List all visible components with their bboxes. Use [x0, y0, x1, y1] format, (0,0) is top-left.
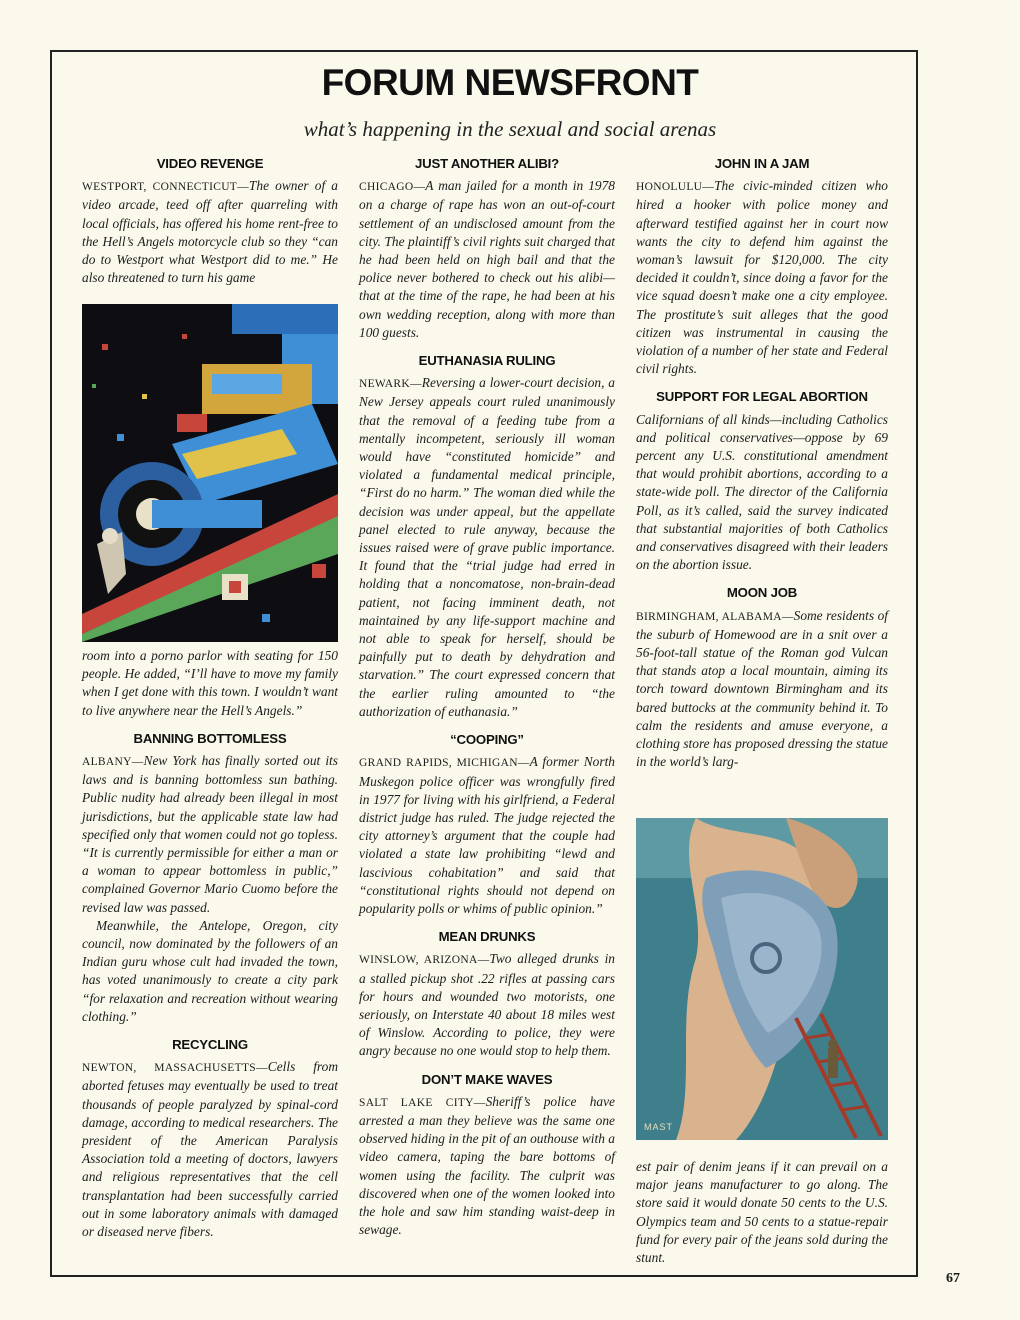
column-1-bottom	[82, 647, 338, 1241]
dateline: HONOLULU—	[636, 181, 715, 194]
article-text: A man jailed for a month in 1978 on a charge of rape has won an out-of-court settlement of an undisclosed amount from the city. The plaintiff’s civil rights suit charged that he had been held on high bail and that the police never bothered to check out his alibi—that at the time of the rape, he had been at his own wedding reception, along with more than 100 guests.	[359, 178, 615, 340]
article-video-revenge-body-1	[82, 177, 338, 287]
headline-euthanasia-ruling: EUTHANASIA RULING	[418, 353, 556, 369]
article-moon-job-body-2: est pair of denim jeans if it can prevail on a major jeans manufacturer to go along. The store said it would donate 50 cents to the U.S. Olympics team and 50 cents to a statue-repair fund for every pair of the jeans sold during the stunt.	[636, 1159, 888, 1266]
article-banning-bottomless-body-2: Meanwhile, the Antelope, Oregon, city council, now dominated by the followers of an Indian guru whose cult had invaded the town, has voted unanimously to create a city park “for relaxation and recreation without wearing clothing.”	[82, 917, 338, 1024]
article-text: The owner of a video arcade, teed off after quarreling with local officials, has offered his home rent-free to the Hell’s Angels motorcycle club so they “can do to Westport what Westport did to me.” He also threatened to turn his game	[82, 178, 338, 286]
dateline: ALBANY—	[82, 756, 144, 769]
dateline: NEWARK—	[359, 378, 422, 391]
article-abortion-body: Californians of all kinds—including Catholics and political conservatives—oppose by 69 percent any U.S. constitutional amendment that would prohibit abortions, according to a state-wide poll. The director of the California Poll, as it’s called, said the survey indicated that substantial majorities of both Catholics and conservatives disagreed with their leaders on the abortion issue.	[636, 411, 888, 573]
article-dont-make-waves-body	[359, 1093, 615, 1240]
statue-art	[636, 818, 888, 1140]
column-1-top	[82, 155, 338, 287]
headline-just-another-alibi: JUST ANOTHER ALIBI?	[415, 156, 559, 171]
article-text: Two alleged drunks in a stalled pickup shot .22 rifles at passing cars for hours and wounded two motorists, one seriously, on Interstate 40 about 18 miles west of Winslow. According to police, they were angry because no one would stop to help them.	[359, 951, 615, 1059]
dateline: BIRMINGHAM, ALABAMA—	[636, 610, 794, 623]
article-text: New York has finally sorted out its laws and is banning bottomless sun bathing. Public nudity had already been illegal in most jurisdictions, but the applicable state law had specified only that women could not go topless. “It is currently permissible for either a man or a woman to appear bottomless in public,” complained Governor Mario Cuomo before the revised law was passed.	[82, 753, 338, 915]
article-text: Reversing a lower-court decision, a New Jersey appeals court ruled unanimously that the removal of a feeding tube from a mentally incompetent, seriously ill woman would have “constituted homicide” and violated a fundamental medical principle, “First do no harm.” The woman died while the decision was under appeal, but the appellate panel elected to rule anyway, because the issues raised were of grave public importance. It found that the “trial judge had erred in holding that a noncomatose, non-brain-dead patient, not facing imminent death, not maintained by any life-support machine and not able to speak for herself, should be painfully put to death by dehydration and starvation.” The court expressed concern that the earlier ruling amounted to “the authorization of euthanasia.”	[359, 375, 615, 719]
headline-banning-bottomless: BANNING BOTTOMLESS	[133, 730, 287, 746]
column-2	[359, 155, 615, 1239]
headline-video-revenge: VIDEO REVENGE	[156, 156, 264, 171]
article-cooping-body	[359, 753, 615, 918]
article-text: Some residents of the suburb of Homewood are in a snit over a 56-foot-tall statue of the Roman god Vulcan that stands atop a local mountain, aiming its torch toward downtown Birmingham and its bared buttocks at the community behind it. To calm the residents and amuse everyone, a clothing store has proposed dressing the statue in the world’s larg-	[636, 607, 888, 770]
dateline: SALT LAKE CITY—	[359, 1096, 486, 1109]
article-john-body	[636, 177, 888, 378]
article-recycling-body	[82, 1058, 338, 1241]
article-euthanasia-body	[359, 374, 615, 721]
headline-mean-drunks: MEAN DRUNKS	[438, 929, 536, 945]
headline-dont-make-waves: DON’T MAKE WAVES	[421, 1071, 553, 1087]
dateline: GRAND RAPIDS, MICHIGAN—	[359, 757, 530, 770]
dateline: NEWTON, MASSACHUSETTS—	[82, 1062, 268, 1075]
article-text: Sheriff’s police have arrested a man they believe was the same one observed hiding in the pit of an outhouse with a video camera, taping the bare bottoms of women using the facility. The culprit was discovered when one of the women looked into the hole and saw him standing waist-deep in sewage.	[359, 1093, 615, 1238]
headline-cooping: “COOPING”	[450, 732, 524, 748]
dateline: CHICAGO—	[359, 181, 426, 194]
motorcycle-illustration	[82, 304, 338, 642]
illustration-signature: MAST	[644, 1122, 674, 1132]
article-text: Cells from aborted fetuses may eventually be used to treat thousands of people paralyzed by spinal-cord damage, according to medical researchers. The president of the American Paralysis Association told a meeting of doctors, lawyers and religious representatives that the cell transplantation had been successfully carried out in some laboratory animals with damaged or diseased nerve fibers.	[82, 1059, 338, 1240]
article-video-revenge-body-2: room into a porno parlor with seating for 150 people. He added, “I’ll have to move my family when I get done with this town. I wouldn’t want to live anywhere near the Hell’s Angels.”	[82, 648, 338, 718]
motorcycle-art	[82, 304, 338, 642]
page-subtitle: what’s happening in the sexual and social arenas	[303, 117, 717, 141]
article-alibi-body	[359, 177, 615, 342]
headline-moon-job: MOON JOB	[726, 585, 798, 601]
article-mean-drunks-body	[359, 950, 615, 1060]
article-moon-job-body-1	[636, 607, 888, 772]
page-title: FORUM NEWSFRONT	[321, 62, 699, 103]
headline-john-in-a-jam: JOHN IN A JAM	[714, 156, 810, 171]
article-text: The civic-minded citizen who hired a hooker with police money and afterward testified against her in court now wants the city to defend him against the woman’s lawsuit for $120,000. The city decided it couldn’t, since doing a favor for the vice squad doesn’t make one a city employee. The prostitute’s suit alleges that the good citizen was instrumental in causing the violation of a number of her state and Federal civil rights.	[636, 178, 888, 377]
dateline: WINSLOW, ARIZONA—	[359, 954, 490, 967]
page-number: 67	[946, 1271, 960, 1286]
column-3-bottom	[636, 1158, 888, 1267]
article-banning-bottomless-body-1	[82, 752, 338, 917]
vulcan-statue-illustration	[636, 818, 888, 1140]
headline-recycling: RECYCLING	[172, 1037, 248, 1053]
article-text: A former North Muskegon police officer was wrongfully fired in 1977 for living with his girlfriend, a Federal district judge has ruled. The judge rejected the city attorney’s argument that the couple had violated a state law prohibiting “lewd and lascivious cohabitation” and said that “constitutional rights should not depend on popularity polls or whims of public opinion.”	[359, 754, 615, 916]
column-3-top	[636, 155, 888, 772]
headline-support-legal-abortion: SUPPORT FOR LEGAL ABORTION	[656, 389, 868, 405]
dateline: WESTPORT, CONNECTICUT—	[82, 181, 249, 194]
